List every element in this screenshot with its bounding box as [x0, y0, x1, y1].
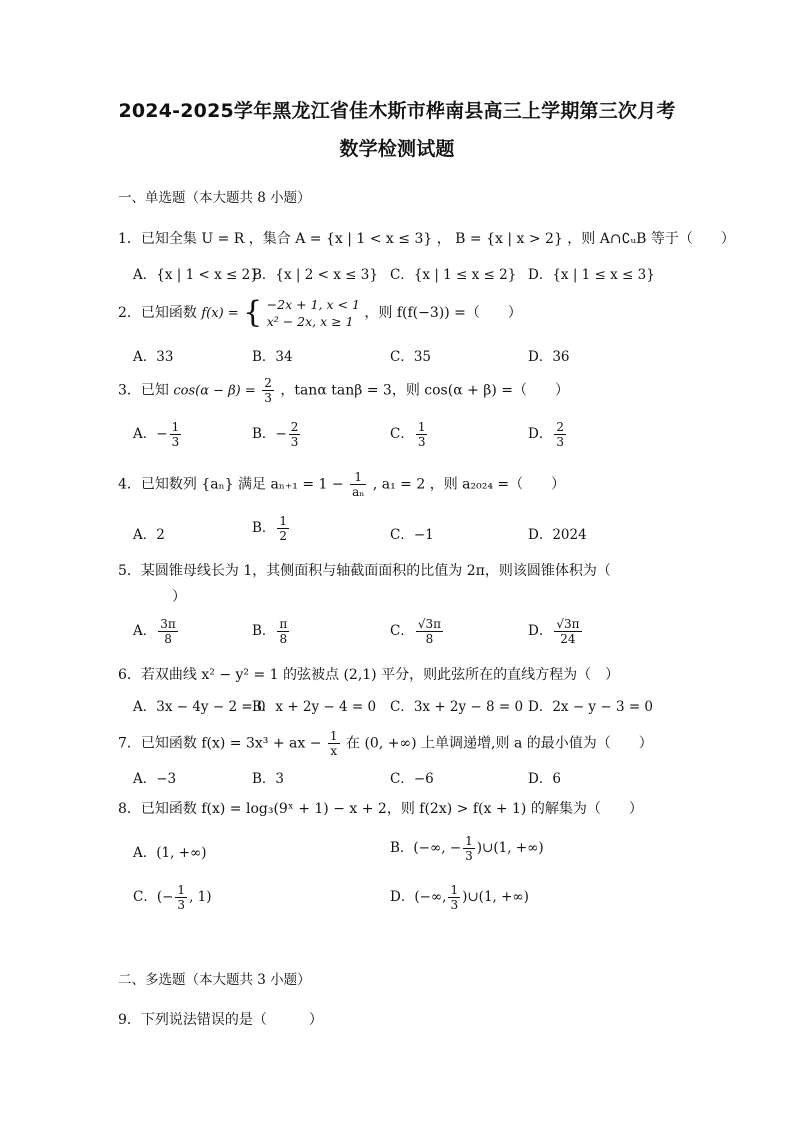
option-fraction: [554, 420, 566, 449]
question-6-option-d: D．2x − y − 3 = 0: [528, 699, 654, 715]
option-text-before: B．(−∞, −: [390, 840, 462, 856]
fraction-numerator: 1: [279, 514, 288, 528]
question-7-option-c: C．−6: [390, 771, 434, 787]
question-3-option-d: [528, 420, 568, 449]
question-2-option-a: A．33: [133, 349, 174, 365]
question-5-option-b: [252, 617, 291, 646]
question-5-stem-close: ）: [172, 589, 186, 605]
fraction-denominator: 8: [164, 632, 172, 646]
option-fraction: [170, 420, 182, 449]
fraction-numerator: 1: [177, 883, 186, 897]
fraction-numerator: 2: [556, 420, 564, 434]
question-1-option-b: B．{x | 2 < x ≤ 3}: [252, 267, 378, 283]
question-8-option-b: [390, 834, 544, 863]
section-heading-single-choice: 一、单选题（本大题共 8 小题）: [118, 190, 311, 206]
fraction-denominator: 3: [177, 898, 186, 912]
fraction-numerator: 1: [465, 834, 473, 848]
option-label: D．: [528, 623, 553, 639]
question-4-option-b: [252, 514, 291, 543]
question-6-option-a: A．3x − 4y − 2 = 0: [133, 699, 266, 715]
fraction-denominator: 3: [171, 435, 180, 449]
fraction-numerator: 2: [290, 420, 299, 434]
fraction-denominator: 3: [290, 435, 299, 449]
question-7-fraction: [328, 729, 340, 758]
option-text-after: , 1): [189, 889, 212, 905]
fraction-numerator: 1: [171, 420, 180, 434]
question-6-option-b: B．x + 2y − 4 = 0: [252, 699, 377, 715]
question-7-option-b: B．3: [252, 771, 285, 787]
question-4-option-a: A．2: [133, 527, 165, 543]
question-2-suffix: ，则 f(f(−3)) =（ ）: [364, 305, 522, 321]
option-fraction: [416, 617, 443, 646]
fraction-denominator: 8: [425, 632, 434, 646]
exam-title-line-2: 数学检测试题: [339, 138, 455, 160]
question-8-option-c: [133, 883, 212, 912]
fraction-denominator: 3: [450, 898, 459, 912]
question-5-option-d: [528, 617, 584, 646]
question-3-option-b: [252, 420, 302, 449]
question-2-prefix: 2．已知函数: [118, 305, 197, 321]
section-heading-multiple-choice: 二、多选题（本大题共 3 小题）: [118, 972, 311, 988]
fraction-numerator: √3π: [417, 617, 442, 631]
question-7-suffix: 在 (0, +∞) 上单调递增,则 a 的最小值为（ ）: [346, 735, 653, 752]
question-7-option-d: D．6: [528, 771, 561, 787]
question-6-option-c: C．3x + 2y − 8 = 0: [390, 699, 524, 715]
question-5-option-c: [390, 617, 445, 646]
question-2-fx: f(x) =: [201, 306, 239, 321]
fraction-denominator: aₙ: [352, 485, 365, 499]
question-3-stem: [118, 376, 569, 405]
fraction-numerator: 1: [417, 420, 426, 434]
question-3-option-a: [133, 420, 183, 449]
option-fraction: [448, 883, 460, 912]
fraction-denominator: 8: [279, 632, 288, 646]
option-fraction: [158, 617, 178, 646]
question-6-stem: 6．若双曲线 x² − y² = 1 的弦被点 (2,1) 平分，则此弦所在的直线方程为（ ）: [118, 667, 620, 683]
fraction-denominator: 24: [560, 632, 576, 646]
question-1-option-c: C．{x | 1 ≤ x ≤ 2}: [390, 267, 517, 283]
fraction-denominator: 3: [264, 391, 272, 405]
option-sign: −: [275, 426, 287, 442]
question-2-piece-1: −2x + 1, x < 1: [266, 297, 360, 312]
question-2-stem: [118, 296, 522, 330]
option-fraction: [463, 834, 475, 863]
option-fraction: [554, 617, 581, 646]
question-2-piece-2: x² − 2x, x ≥ 1: [266, 314, 354, 329]
question-3-suffix: ，tanα tanβ = 3，则 cos(α + β) =（ ）: [280, 382, 570, 399]
fraction-numerator: 2: [264, 376, 272, 390]
exam-title-line-1: 2024-2025学年黑龙江省佳木斯市桦南县高三上学期第三次月考: [118, 100, 676, 122]
option-fraction: [416, 420, 428, 449]
question-8-option-a: A．(1, +∞): [133, 845, 207, 861]
fraction-numerator: 1: [450, 883, 459, 897]
piecewise-brace: {: [243, 295, 263, 330]
option-label: C．: [390, 426, 414, 442]
fraction-numerator: π: [279, 617, 288, 631]
option-fraction: [289, 420, 301, 449]
option-fraction: [175, 883, 187, 912]
option-label: B．: [252, 623, 276, 639]
question-4-stem: [118, 470, 565, 499]
question-3-option-c: [390, 420, 429, 449]
question-7-option-a: A．−3: [133, 771, 177, 787]
question-7-stem: [118, 729, 653, 758]
fraction-denominator: 3: [465, 849, 473, 863]
question-8-stem: 8．已知函数 f(x) = log₃(9ˣ + 1) − x + 2，则 f(2x) > f(x + 1) 的解集为（ ）: [118, 801, 643, 817]
option-label: D．: [528, 426, 553, 442]
option-label: B．: [252, 426, 276, 442]
question-4-fraction: [350, 470, 366, 499]
option-text-before: D．(−∞,: [390, 889, 447, 905]
question-4-prefix: 4．已知数列 {aₙ} 满足 aₙ₊₁ = 1 −: [118, 476, 344, 493]
question-7-prefix: 7．已知函数 f(x) = 3x³ + ax −: [118, 735, 322, 752]
option-text-after: )∪(1, +∞): [462, 889, 529, 905]
question-4-suffix: , a₁ = 2 ，则 a₂₀₂₄ =（ ）: [372, 476, 566, 493]
fraction-denominator: 3: [556, 435, 564, 449]
fraction-denominator: 3: [417, 435, 426, 449]
question-8-option-d: [390, 883, 529, 912]
fraction-denominator: 2: [279, 529, 288, 543]
option-text-before: C．(−: [133, 889, 174, 905]
question-2-option-b: B．34: [252, 349, 293, 365]
fraction-numerator: 1: [350, 470, 366, 485]
question-9-stem: 9．下列说法错误的是（ ）: [118, 1012, 323, 1028]
option-text-after: )∪(1, +∞): [476, 840, 544, 856]
question-3-prefix: 3．已知: [118, 382, 169, 399]
question-2-option-c: C．35: [390, 349, 432, 365]
option-fraction: [277, 514, 289, 543]
option-label: A．: [133, 623, 157, 639]
fraction-numerator: 3π: [160, 617, 176, 631]
option-label: A．: [133, 426, 157, 442]
question-4-option-c: C．−1: [390, 527, 434, 543]
question-3-fraction: [262, 376, 274, 405]
option-fraction: [277, 617, 289, 646]
question-2-option-d: D．36: [528, 349, 570, 365]
fraction-denominator: x: [330, 744, 338, 758]
option-label: B．: [252, 520, 276, 536]
fraction-numerator: 1: [329, 729, 338, 743]
question-5-stem: 5．某圆锥母线长为 1，其侧面积与轴截面面积的比值为 2π，则该圆锥体积为（: [118, 563, 611, 579]
question-4-option-d: D．2024: [528, 527, 587, 543]
question-3-cos-diff: cos(α − β) =: [173, 383, 256, 399]
question-2-piecewise: [267, 296, 360, 330]
question-1-stem: 1．已知全集 U = R ，集合 A = {x | 1 < x ≤ 3} ， B = {x | x > 2} ，则 A∩∁ᵤB 等于（ ）: [118, 231, 735, 247]
question-1-option-d: D．{x | 1 ≤ x ≤ 3}: [528, 267, 655, 283]
fraction-numerator: √3π: [556, 617, 580, 631]
option-label: C．: [390, 623, 414, 639]
question-5-option-a: [133, 617, 180, 646]
option-sign: −: [156, 426, 168, 442]
question-1-option-a: A．{x | 1 < x ≤ 2}: [133, 267, 259, 283]
